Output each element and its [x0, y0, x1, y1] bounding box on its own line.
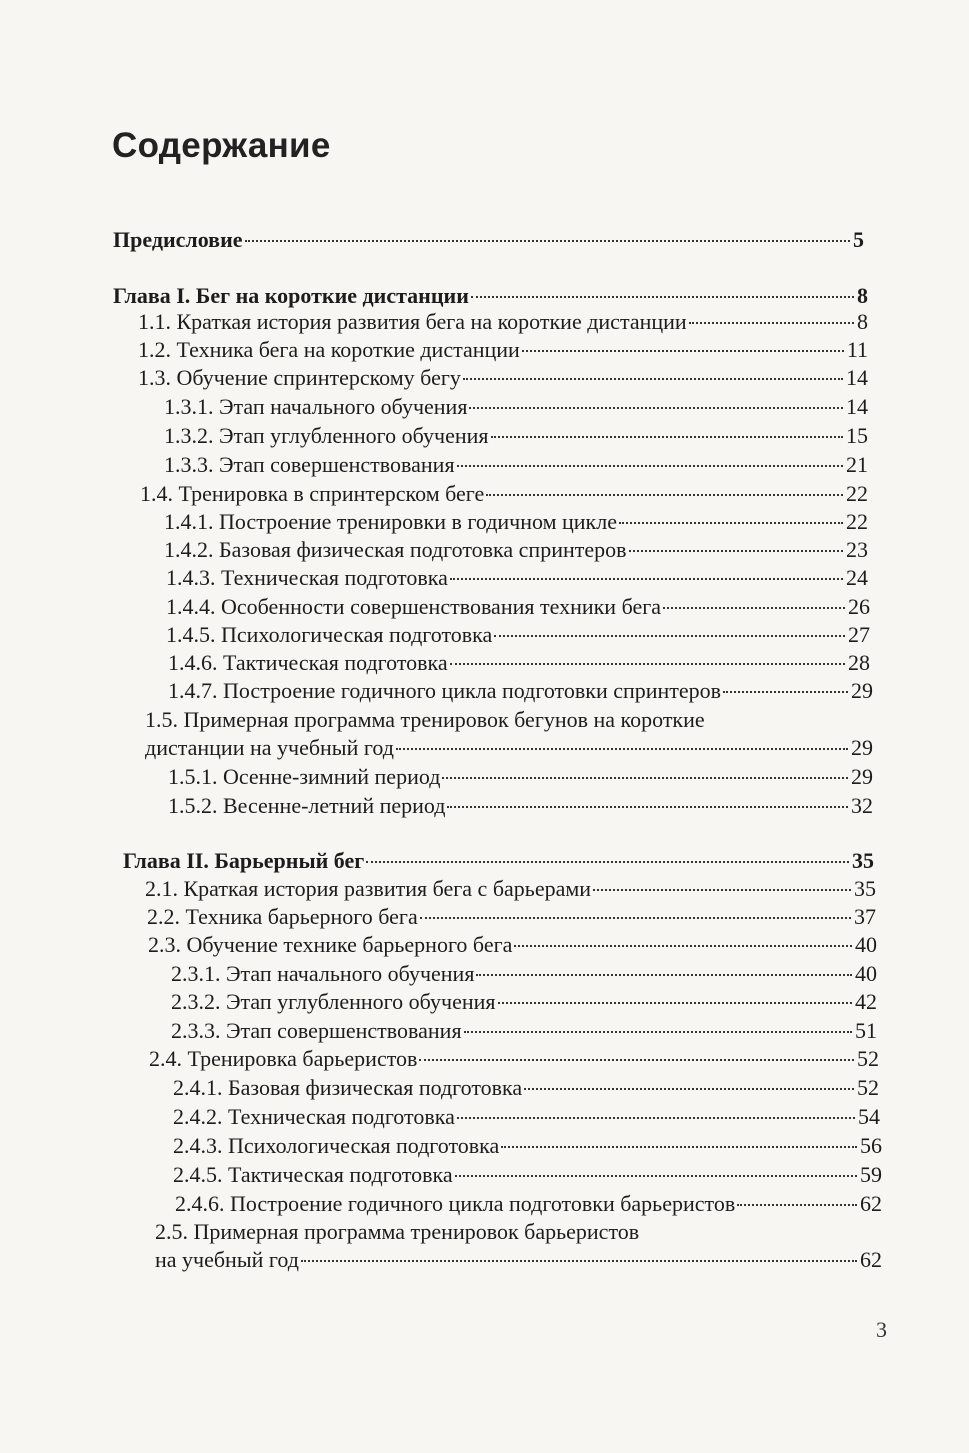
toc-page-number: 21 — [846, 452, 868, 477]
dot-leader — [366, 861, 849, 863]
dot-leader — [524, 1088, 854, 1090]
toc-entry — [166, 593, 870, 621]
toc-page-number: 22 — [846, 481, 868, 506]
toc-entry — [166, 621, 870, 649]
toc-entry — [138, 308, 868, 336]
page-number: 3 — [876, 1317, 887, 1342]
dot-leader — [501, 1146, 857, 1148]
toc-page-number: 40 — [855, 932, 877, 957]
toc-entry-title: 1.4.5. Психологическая подготовка — [166, 622, 493, 647]
toc-entry-title: 1.3. Обучение спринтерскому бегу — [138, 365, 461, 390]
toc-chapter-entry — [123, 847, 874, 875]
toc-entry-title: 2.5. Примерная программа тренировок барьеристов — [155, 1219, 640, 1244]
page-title: Содержание — [112, 126, 331, 165]
dot-leader — [396, 748, 848, 750]
dot-leader — [486, 494, 843, 496]
dot-leader — [464, 1031, 852, 1033]
toc-entry-title: 2.3.2. Этап углубленного обучения — [171, 989, 496, 1014]
toc-entry-title: 2.2. Техника барьерного бега — [147, 904, 418, 929]
dot-leader — [301, 1260, 857, 1262]
dot-leader — [469, 407, 843, 409]
dot-leader — [476, 974, 852, 976]
toc-page-number: 28 — [848, 650, 870, 675]
toc-entry — [145, 734, 873, 762]
toc-page-number: 8 — [857, 309, 868, 334]
toc-entry-title: 1.4.1. Построение тренировки в годичном цикле — [164, 509, 617, 534]
toc-entry — [171, 988, 877, 1016]
toc-entry-title: 1.5. Примерная программа тренировок бегунов на короткие — [145, 707, 705, 732]
toc-page-number: 29 — [851, 735, 873, 760]
dot-leader — [447, 806, 848, 808]
toc-page-number: 26 — [848, 594, 870, 619]
dot-leader — [457, 465, 843, 467]
toc-entry — [147, 903, 876, 931]
dot-leader — [619, 522, 843, 524]
toc-entry — [138, 364, 868, 392]
toc-entry-title: Глава II. Барьерный бег — [123, 848, 365, 873]
toc-page-number: 40 — [855, 961, 877, 986]
dot-leader — [522, 350, 844, 352]
toc-entry — [155, 1246, 882, 1274]
toc-entry-title: 1.4.7. Построение годичного цикла подготовки спринтеров — [168, 678, 722, 703]
dot-leader — [514, 945, 852, 947]
toc-page-number: 51 — [855, 1018, 877, 1043]
toc-page-number: 29 — [851, 678, 873, 703]
toc-page-number: 32 — [851, 793, 873, 818]
toc-entry-title: 2.3. Обучение технике барьерного бега — [148, 932, 513, 957]
dot-leader — [491, 436, 843, 438]
toc-entry-title: 1.4. Тренировка в спринтерском беге — [140, 481, 485, 506]
dot-leader — [450, 663, 845, 665]
toc-entry — [164, 393, 868, 421]
toc-entry-title: Предисловие — [113, 227, 243, 252]
toc-entry — [168, 649, 870, 677]
toc-page-number: 8 — [857, 283, 868, 308]
toc-entry — [168, 763, 873, 791]
dot-leader — [420, 917, 851, 919]
dot-leader — [689, 322, 854, 324]
toc-entry-title: 1.1. Краткая история развития бега на короткие дистанции — [138, 309, 687, 334]
toc-entry-title: дистанции на учебный год — [145, 735, 394, 760]
toc-page-number: 15 — [846, 423, 868, 448]
toc-entry-title: на учебный год — [155, 1247, 299, 1272]
toc-page-number: 42 — [855, 989, 877, 1014]
toc-entry — [168, 677, 873, 705]
toc-entry-title: 2.4. Тренировка барьеристов — [149, 1046, 418, 1071]
dot-leader — [463, 378, 843, 380]
toc-page-number: 52 — [857, 1075, 879, 1100]
dot-leader — [455, 1175, 857, 1177]
toc-entry — [173, 1074, 879, 1102]
toc-entry-title: 1.5.2. Весенне-летний период — [168, 793, 446, 818]
toc-entry-title: 1.3.1. Этап начального обучения — [164, 394, 468, 419]
toc-entry-title: 1.2. Техника бега на короткие дистанции — [138, 337, 520, 362]
toc-page-number: 59 — [860, 1162, 882, 1187]
toc-entry-title: 2.4.5. Тактическая подготовка — [173, 1162, 453, 1187]
toc-page-number: 11 — [846, 337, 868, 362]
toc-entry — [140, 480, 868, 508]
toc-entry — [149, 1045, 879, 1073]
toc-page-number: 37 — [854, 904, 876, 929]
toc-entry — [175, 1190, 882, 1218]
toc-entry — [173, 1103, 880, 1131]
toc-entry-title: 1.4.3. Техническая подготовка — [166, 565, 448, 590]
toc-page-number: 56 — [860, 1133, 882, 1158]
toc-page-number: 29 — [851, 764, 873, 789]
dot-leader — [450, 578, 843, 580]
toc-page-number: 22 — [846, 509, 868, 534]
toc-page-number: 62 — [860, 1247, 882, 1272]
dot-leader — [442, 777, 848, 779]
toc-entry — [173, 1161, 882, 1189]
toc-entry-title: 1.5.1. Осенне-зимний период — [168, 764, 441, 789]
toc-entry — [168, 792, 873, 820]
toc-entry — [164, 422, 868, 450]
dot-leader — [737, 1204, 857, 1206]
dot-leader — [723, 691, 848, 693]
toc-entry-title: 2.1. Краткая история развития бега с барьерами — [145, 876, 592, 901]
dot-leader — [419, 1059, 854, 1061]
toc-entry — [173, 1132, 882, 1160]
toc-entry — [171, 960, 877, 988]
toc-page-number: 35 — [852, 848, 874, 873]
dot-leader — [245, 240, 850, 242]
toc-chapter-entry — [113, 282, 868, 310]
toc-entry-title: Глава I. Бег на короткие дистанции — [113, 283, 469, 308]
toc-page-number: 23 — [846, 537, 868, 562]
dot-leader — [629, 550, 843, 552]
toc-page-number: 5 — [853, 227, 864, 252]
dot-leader — [457, 1117, 855, 1119]
toc-entry — [164, 451, 868, 479]
toc-entry-title: 2.4.3. Психологическая подготовка — [173, 1133, 500, 1158]
dot-leader — [471, 296, 854, 298]
toc-entry-title: 2.4.6. Построение годичного цикла подготовки барьеристов — [175, 1191, 736, 1216]
toc-page-number: 54 — [858, 1104, 880, 1129]
dot-leader — [494, 635, 845, 637]
toc-page-number: 52 — [857, 1046, 879, 1071]
toc-page-number: 62 — [860, 1191, 882, 1216]
toc-entry-title: 1.4.6. Тактическая подготовка — [168, 650, 448, 675]
toc-entry-title: 1.4.4. Особенности совершенствования техники бега — [166, 594, 662, 619]
toc-entry — [171, 1017, 877, 1045]
dot-leader — [593, 889, 851, 891]
toc-entry-title: 2.3.1. Этап начального обучения — [171, 961, 475, 986]
toc-entry-title: 1.3.3. Этап совершенствования — [164, 452, 455, 477]
toc-entry-title: 2.4.2. Техническая подготовка — [173, 1104, 455, 1129]
dot-leader — [663, 607, 845, 609]
toc-page-number: 14 — [846, 394, 868, 419]
toc-entry-title: 1.4.2. Базовая физическая подготовка спринтеров — [164, 537, 627, 562]
toc-chapter-entry — [113, 226, 864, 254]
toc-entry-title: 2.3.3. Этап совершенствования — [171, 1018, 462, 1043]
toc-entry — [164, 536, 868, 564]
toc-entry — [138, 336, 868, 364]
toc-entry — [164, 508, 868, 536]
toc-entry-title: 1.3.2. Этап углубленного обучения — [164, 423, 489, 448]
toc-entry-title: 2.4.1. Базовая физическая подготовка — [173, 1075, 523, 1100]
toc-entry — [166, 564, 868, 592]
toc-entry — [145, 875, 876, 903]
toc-page-number: 24 — [846, 565, 868, 590]
toc-entry — [148, 931, 877, 959]
dot-leader — [498, 1002, 852, 1004]
toc-page-number: 14 — [846, 365, 868, 390]
toc-page-number: 35 — [854, 876, 876, 901]
toc-page-number: 27 — [848, 622, 870, 647]
